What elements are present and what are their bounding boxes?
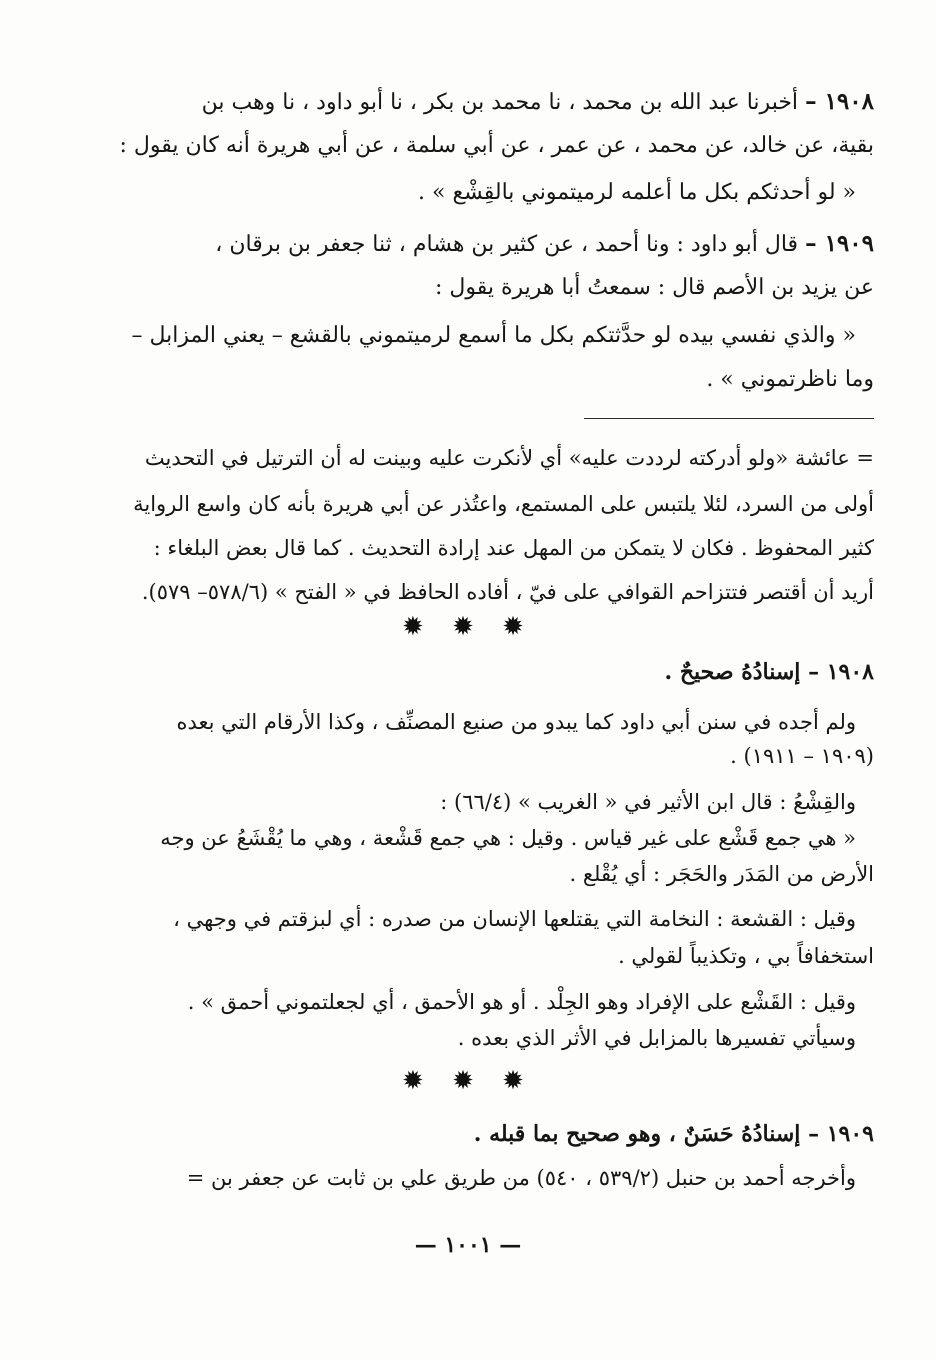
hadith-1908-line-2: بقية، عن خالد، عن محمد ، عن عمر ، عن أبي سلمة ، عن أبي هريرة أنه كان يقول : — [119, 133, 874, 158]
note-1908-line-7: استخفافاً بي ، وتكذيباً لقولي . — [618, 944, 874, 968]
footnote-divider — [584, 418, 874, 419]
hadith-text: أخبرنا عبد الله بن محمد ، نا محمد بن بكر ، نا أبو داود ، نا وهب بن — [201, 90, 799, 115]
hadith-text: قال أبو داود : ونا أحمد ، عن كثير بن هشام ، ثنا جعفر بن برقان ، — [215, 232, 799, 257]
footnote-line-2: أولى من السرد، لئلا يلتبس على المستمع، واعتُذر عن أبي هريرة بأنه كان واسع الرواية — [133, 492, 874, 516]
hadith-1909-line-1 — [215, 228, 874, 261]
note-1909-heading: ١٩٠٩ – إسنادُهُ حَسَنٌ ، وهو صحيح بما قبله . — [473, 1121, 874, 1147]
hadith-1908-line-1 — [202, 86, 874, 119]
footnote-line-3: كثير المحفوظ . فكان لا يتمكن من المهل عند إرادة التحديث . كما قال بعض البلغاء : — [153, 536, 874, 560]
footnote-line-4: أريد أن أقتصر فتتزاحم القوافي على فيّ ، أفاده الحافظ في « الفتح » (٥٧٨/٦– ٥٧٩). — [141, 580, 874, 604]
hadith-number: ١٩٠٩ – — [805, 230, 874, 257]
hadith-1909-line-2: عن يزيد بن الأصم قال : سمعتُ أبا هريرة يقول : — [434, 275, 874, 300]
note-1908-line-1: ولم أجده في سنن أبي داود كما يبدو من صنيع المصنِّف ، وكذا الأرقام التي بعده — [176, 710, 856, 734]
hadith-1908-line-3: « لو أحدثكم بكل ما أعلمه لرميتموني بالقِشْع » . — [418, 180, 856, 205]
note-1908-line-4: « هي جمع قَشْع على غير قياس . وقيل : هي جمع قَشْعة ، وهي ما يُقْشَعُ عن وجه — [160, 826, 856, 850]
hadith-1909-line-4: وما ناظرتموني » . — [706, 367, 874, 392]
hadith-1909-line-3: « والذي نفسي بيده لو حدَّثتكم بكل ما أسمع لرميتموني بالقشع – يعني المزابل – — [131, 323, 856, 348]
footnote-line-1: = عائشة «ولو أدركته لرددت عليه» أي لأنكرت عليه وبينت له أن الترتيل في التحديث — [144, 446, 874, 470]
note-1908-line-6: وقيل : القشعة : النخامة التي يقتلعها الإنسان من صدره : أي لبزقتم في وجهي ، — [173, 907, 856, 931]
note-1908-line-3: والقِشْعُ : قال ابن الأثير في « الغريب » (٦٦/٤) : — [440, 790, 856, 814]
star-separator: ✹ ✹ ✹ — [402, 1066, 534, 1096]
note-1908-line-9: وسيأتي تفسيرها بالمزابل في الأثر الذي بعده . — [457, 1026, 856, 1050]
page-number: — ١٠٠١ — — [414, 1232, 522, 1258]
note-1909-line-1: وأخرجه أحمد بن حنبل (٥٣٩/٢ ، ٥٤٠) من طريق علي بن ثابت عن جعفر بن = — [186, 1166, 856, 1190]
note-1908-line-2: (١٩٠٩ – ١٩١١) . — [730, 744, 874, 768]
note-1908-line-8: وقيل : القَشْع على الإفراد وهو الجِلْد . أو هو الأحمق ، أي لجعلتموني أحمق » . — [187, 990, 856, 1014]
note-1908-line-5: الأرض من المَدَر والحَجَر : أي يُقْلع . — [569, 862, 874, 886]
hadith-number: ١٩٠٨ – — [805, 88, 874, 115]
note-1908-heading: ١٩٠٨ – إسنادُهُ صحيحٌ . — [664, 659, 874, 685]
star-separator: ✹ ✹ ✹ — [402, 612, 534, 642]
